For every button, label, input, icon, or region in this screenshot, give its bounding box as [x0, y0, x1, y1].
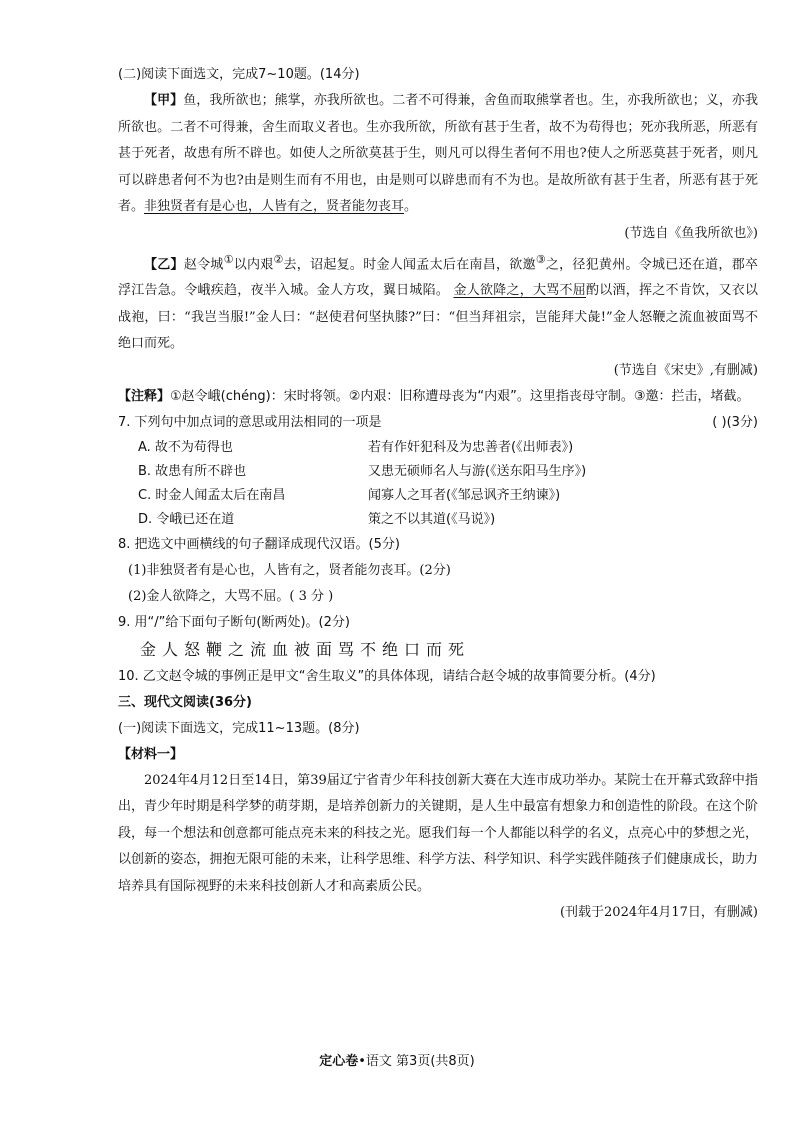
question-8-part-1: (1)非独贤者有是心也，人皆有之，贤者能勿丧耳。(2分) — [128, 562, 451, 578]
material-1-text: 2024年4月12日至14日，第39届辽宁省青少年科技创新大赛在大连市成功举办。某院士在开幕式致辞中指出，青少年时期是科学梦的萌芽期，是培养创新力的关键期，是人生中最富有想象力和创造性的阶段。在这个阶段，每一个想法和创意都可能点亮未来的科技之光。愿我们每一个人都能以科学的名义，点亮心中的梦想之光，以创新的姿态，拥抱无限可能的未来，让科学思维、科学方法、科学知识、科学实践伴随孩子们健康成长，助力培养具有国际视野的未来科技创新人才和高素质公民。 — [118, 772, 758, 894]
question-9-sentence: 金人怒鞭之流血被面骂不绝口而死 — [140, 639, 471, 659]
question-7-score: ( )(3分) — [712, 414, 758, 430]
passage-jia — [118, 88, 758, 221]
option-a — [118, 436, 758, 460]
option-b-left: B. 故患有所不辟也 — [138, 463, 247, 479]
footnote-marker: ③ — [535, 252, 546, 266]
question-9: 9. 用“/”给下面句子断句(断两处)。(2分) — [118, 614, 350, 630]
passage-yi-text: 赵令城 — [183, 256, 224, 272]
annotation-label: 【注释】 — [118, 388, 171, 404]
option-c-right: 闻寡人之耳者(《邹忌讽齐王纳谏》) — [368, 487, 561, 503]
passage-yi-text: 之，径犯黄州。令城已还在道，郡卒浮江告急。令峨疾趋，夜半入城。金人方攻，翼日城陷。 — [118, 256, 758, 299]
passage-jia-end: 。 — [404, 199, 418, 214]
annotation-text: ①赵令峨(chéng)：宋时将领。②内艰：旧称遭母丧为“内艰”。这里指丧母守制。③邀：拦击，堵截。 — [170, 388, 750, 404]
footnote-marker: ① — [223, 252, 234, 266]
footer-page-info: 语文 第3页(共8页) — [365, 1054, 475, 1069]
passage-jia-underlined-sentence: 非独贤者有是心也，人皆有之，贤者能勿丧耳 — [144, 199, 405, 214]
question-8-part-2: (2)金人欲降之，大骂不屈。( 3 分 ) — [128, 588, 334, 604]
footer-brand: 定心卷 — [319, 1054, 359, 1069]
option-d-left: D. 令峨已还在道 — [138, 511, 235, 527]
passage-jia-text: 鱼，我所欲也；熊掌，亦我所欲也。二者不可得兼，舍鱼而取熊掌者也。生，亦我所欲也；义，亦我所欲也。二者不可得兼，舍生而取义者也。生亦我所欲，所欲有甚于生者，故不为苟得也；死亦我所恶，所恶有甚于死者，故患有所不辟也。如使人之所欲莫甚于生，则凡可以得生者何不用也?使人之所恶莫甚于死者，则凡可以辟患者何不为也?由是则生而有不用也，由是则可以辟患而有不为也。是故所欲有甚于生者，所恶有甚于死者。 — [118, 93, 758, 214]
passage-yi-source: (节选自《宋史》,有删减) — [613, 362, 758, 378]
passage-jia-source: (节选自《鱼我所欲也》) — [624, 225, 758, 241]
question-8: 8. 把选文中画横线的句子翻译成现代汉语。(5分) — [118, 536, 400, 552]
section-3-heading: 三、现代文阅读(36分) — [118, 694, 252, 710]
passage-yi-text: 去，诏起复。时金人闻孟太后在南昌，欲邀 — [283, 256, 536, 272]
material-1-source: (刊载于2024年4月17日，有删减) — [559, 905, 758, 921]
option-c-left: C. 时金人闻孟太后在南昌 — [138, 487, 286, 503]
section-3-subheading: (一)阅读下面选文，完成11~13题。(8分) — [118, 720, 360, 736]
passage-yi-text: 酌以酒，挥之不肯饮，又衣以战袍，曰：“我岂当服!”金人曰：“赵使君何坚执膝?”曰：“但当拜祖宗，岂能拜犬彘!”金人怒鞭之流血被面骂不绝口而死。 — [118, 283, 758, 352]
passage-yi — [118, 247, 758, 358]
option-b — [118, 460, 758, 484]
passage-yi-text: 以内艰 — [233, 256, 274, 272]
question-10: 10. 乙文赵令城的事例正是甲文“舍生取义”的具体体现，请结合赵令城的故事简要分析。(4分) — [118, 668, 656, 684]
annotation — [118, 384, 758, 410]
option-c — [118, 484, 758, 508]
footnote-marker: ② — [273, 252, 284, 266]
question-7 — [118, 410, 758, 436]
section-2-heading: (二)阅读下面选文，完成7~10题。(14分) — [118, 67, 360, 82]
material-1-label: 【材料一】 — [118, 746, 184, 762]
option-a-left: A. 故不为苟得也 — [138, 439, 233, 455]
option-d — [118, 508, 758, 532]
passage-jia-label: 【甲】 — [144, 93, 184, 108]
passage-yi-underlined-sentence: 金人欲降之，大骂不屈 — [453, 283, 587, 299]
passage-yi-label: 【乙】 — [144, 256, 184, 272]
option-b-right: 又患无硕师名人与游(《送东阳马生序》) — [368, 463, 587, 479]
option-a-right: 若有作奸犯科及为忠善者(《出师表》) — [368, 439, 574, 455]
page-footer — [0, 1050, 794, 1069]
question-7-stem: 7. 下列句中加点词的意思或用法相同的一项是 — [118, 414, 382, 430]
footer-dot: • — [358, 1054, 366, 1069]
option-d-right: 策之不以其道(《马说》) — [368, 511, 496, 527]
